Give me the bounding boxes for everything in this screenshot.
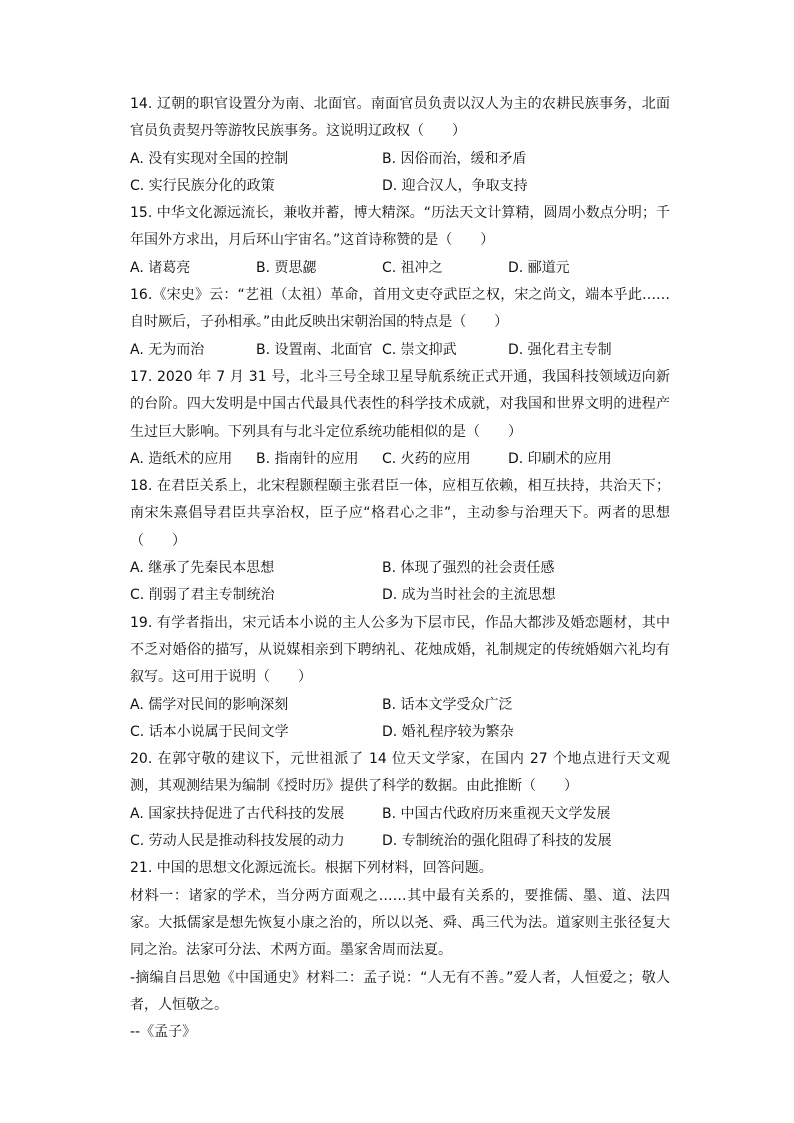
option-b: B. 指南针的应用 xyxy=(256,450,359,467)
option-list xyxy=(130,446,670,473)
question-14 xyxy=(130,91,670,200)
question-stem: 18. 在君臣关系上，北宋程颢程颐主张君臣一体，应相互依赖，相互扶持，共治天下；南宋朱熹倡导君臣共享治权，臣子应“格君心之非”，主动参与治理天下。两者的思想（ ） xyxy=(130,478,670,549)
option-list xyxy=(130,146,670,201)
option-a: A. 无为而治 xyxy=(130,341,205,358)
option-a: A. 继承了先秦民本思想 xyxy=(130,560,275,577)
option-c: C. 火药的应用 xyxy=(382,450,471,467)
material-one: 材料一：诸家的学术，当分两方面观之……其中最有关系的，要推儒、墨、道、法四家。大抵儒家是想先恢复小康之治的，所以以尧、舜、禹三代为法。道家则主张径复大同之治。法家可分法、术两方面。墨家舍周而法夏。 xyxy=(130,887,670,959)
option-b: B. 体现了强烈的社会责任感 xyxy=(382,560,555,577)
option-d: D. 印刷术的应用 xyxy=(508,450,612,467)
option-a: A. 造纸术的应用 xyxy=(130,450,233,467)
question-17 xyxy=(130,364,670,473)
option-b: B. 贾思勰 xyxy=(256,259,317,276)
question-15 xyxy=(130,200,670,282)
option-b: B. 话本文学受众广泛 xyxy=(382,696,513,713)
question-16 xyxy=(130,282,670,364)
option-c: C. 削弱了君主专制统治 xyxy=(130,587,275,604)
question-19 xyxy=(130,610,670,746)
option-d: D. 强化君主专制 xyxy=(508,341,612,358)
question-list xyxy=(130,91,670,1046)
option-d: D. 成为当时社会的主流思想 xyxy=(382,587,556,604)
option-c: C. 崇文抑武 xyxy=(382,341,457,358)
option-b: B. 中国古代政府历来重视天文学发展 xyxy=(382,805,611,822)
option-d: D. 婚礼程序较为繁杂 xyxy=(382,723,514,740)
question-stem: 15. 中华文化源远流长，兼收并蓄，博大精深。“历法天文计算精，圆周小数点分明；千年国外方求出，月后环山宇宙名。”这首诗称赞的是（ ） xyxy=(130,205,670,249)
option-a: A. 儒学对民间的影响深刻 xyxy=(130,696,289,713)
option-a: A. 没有实现对全国的控制 xyxy=(130,150,289,167)
option-list xyxy=(130,801,670,856)
option-list xyxy=(130,255,670,282)
option-list xyxy=(130,337,670,364)
question-stem: 21. 中国的思想文化源远流长。根据下列材料，回答问题。 xyxy=(130,860,493,877)
option-a: A. 国家扶持促进了古代科技的发展 xyxy=(130,805,345,822)
question-20 xyxy=(130,746,670,855)
question-stem: 17. 2020 年 7 月 31 号，北斗三号全球卫星导航系统正式开通，我国科技领域迈向新的台阶。四大发明是中国古代最具代表性的科学技术成就，对我国和世界文明的进程产生过巨大影响。下列具有与北斗定位系统功能相似的是（ ） xyxy=(130,368,670,440)
question-18 xyxy=(130,473,670,609)
option-c: C. 祖冲之 xyxy=(382,259,443,276)
material-two-source: --《孟子》 xyxy=(130,1024,197,1041)
option-d: D. 迎合汉人，争取支持 xyxy=(382,177,528,194)
option-a: A. 诸葛亮 xyxy=(130,259,191,276)
question-stem: 19. 有学者指出，宋元话本小说的主人公多为下层市民，作品大都涉及婚恋题材，其中不乏对婚俗的描写，从说媒相亲到下聘纳礼、花烛成婚，礼制规定的传统婚姻六礼均有叙写。这可用于说明（ ） xyxy=(130,614,670,686)
option-list xyxy=(130,692,670,747)
option-b: B. 因俗而治，缓和矛盾 xyxy=(382,150,527,167)
option-c: C. 话本小说属于民间文学 xyxy=(130,723,289,740)
material-two: -摘编自吕思勉《中国通史》材料二：孟子说：“人无有不善。”爱人者，人恒爱之；敬人者，人恒敬之。 xyxy=(130,969,670,1013)
question-stem: 16.《宋史》云：“艺祖（太祖）革命，首用文吏夺武臣之权，宋之尚文，端本乎此……自时厥后，子孙相承。”由此反映出宋朝治国的特点是（ ） xyxy=(130,287,670,331)
option-c: C. 劳动人民是推动科技发展的动力 xyxy=(130,833,345,850)
option-c: C. 实行民族分化的政策 xyxy=(130,177,275,194)
option-b: B. 设置南、北面官 xyxy=(256,341,373,358)
option-list xyxy=(130,555,670,610)
question-stem: 20. 在郭守敬的建议下，元世祖派了 14 位天文学家，在国内 27 个地点进行天文观测，其观测结果为编制《授时历》提供了科学的数据。由此推断（ ） xyxy=(130,751,670,795)
option-d: D. 郦道元 xyxy=(508,259,570,276)
option-d: D. 专制统治的强化阻碍了科技的发展 xyxy=(382,833,612,850)
question-stem: 14. 辽朝的职官设置分为南、北面官。南面官员负责以汉人为主的农耕民族事务，北面官员负责契丹等游牧民族事务。这说明辽政权（ ） xyxy=(130,96,670,140)
question-21 xyxy=(130,855,670,1046)
